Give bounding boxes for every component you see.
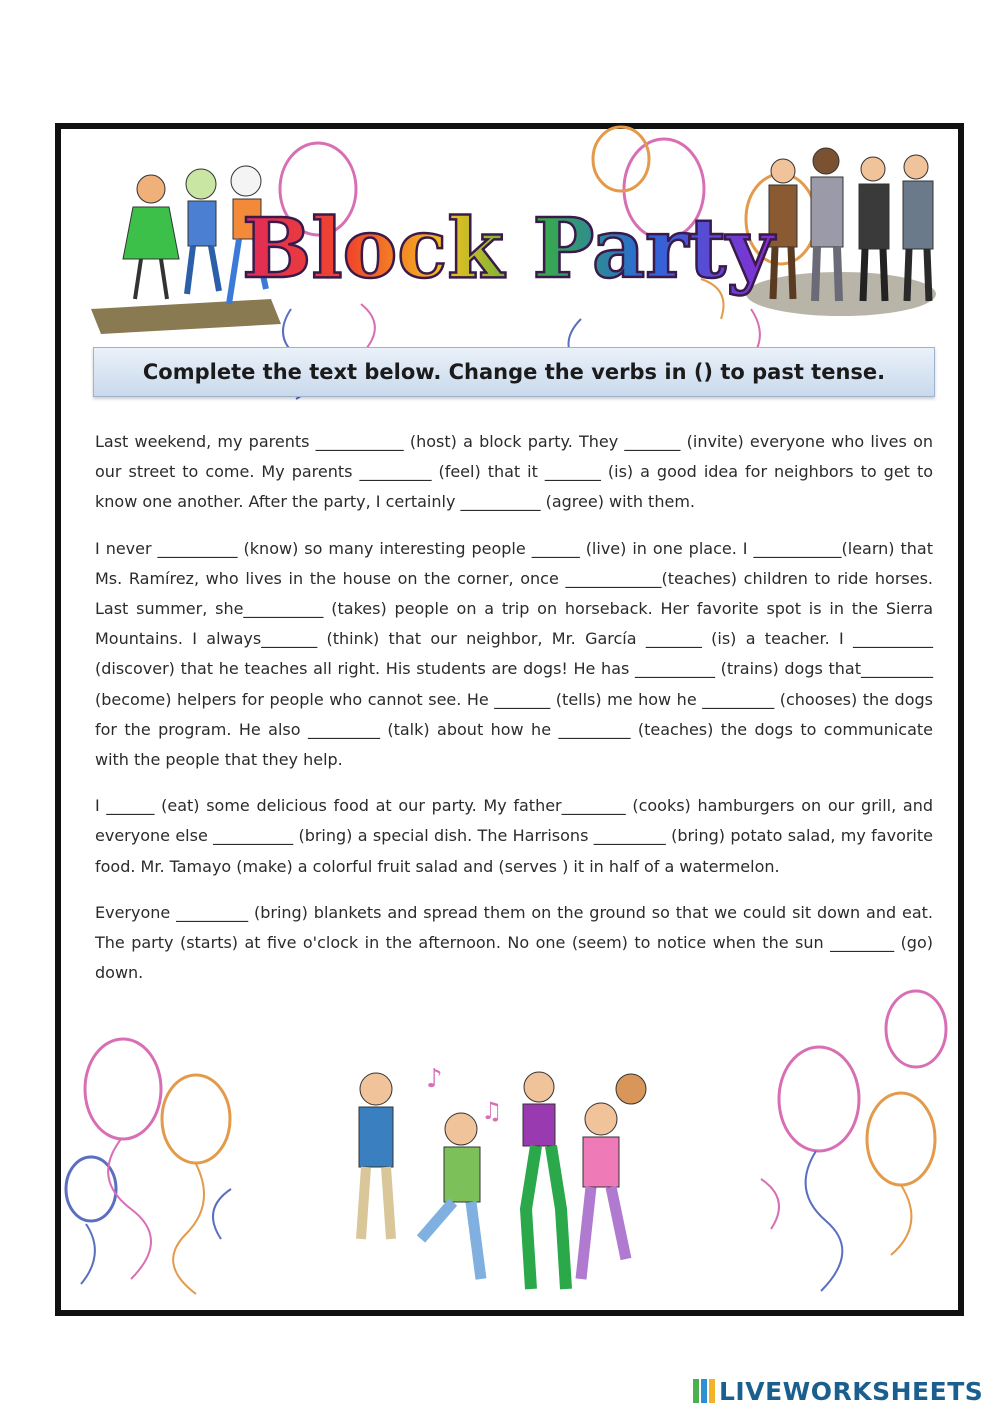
title-text: Block Party bbox=[242, 201, 774, 297]
paragraph-4: Everyone _________ (bring) blankets and spread them on the ground so that we could sit down and eat. The party (starts) at five o'clock in the afternoon. No one (seem) to notice when the sun ________ (go) down. bbox=[95, 902, 933, 983]
paragraph-3: I ______ (eat) some delicious food at our party. My father________ (cooks) hamburgers on our grill, and everyone else __________ (bring) a special dish. The Harrisons _________ (bring) potato salad, my favorite food. Mr. Tamayo (make) a colorful fruit salad and (serves ) it in half of a watermelon. bbox=[95, 796, 933, 876]
paragraph-1: Last weekend, my parents ___________ (host) a block party. They _______ (invite) everyone who lives on our street to come. My parents _________ (feel) that it _______ (is) a good idea for neighbors to get to know one another. After the party, I certainly __________ (agree) with them. bbox=[95, 432, 933, 512]
passage bbox=[95, 427, 933, 1004]
worksheet-page bbox=[55, 123, 964, 1316]
liveworksheets-logo-icon bbox=[693, 1379, 715, 1403]
instruction-text: Complete the text below. Change the verbs in () to past tense. bbox=[142, 360, 886, 384]
instruction-banner bbox=[93, 347, 935, 397]
liveworksheets-watermark bbox=[693, 1375, 983, 1407]
block-party-title bbox=[242, 177, 774, 317]
svg-text:♫: ♫ bbox=[481, 1097, 503, 1125]
paragraph-2: I never __________ (know) so many interesting people ______ (live) in one place. I ___________(learn) that Ms. Ramírez, who lives in the house on the corner, once ____________(teaches) children to ride horses. Last summer, she__________ (takes) people on a trip on horseback. Her favorite spot is in the Sierra Mountains. I always_______ (think) that our neighbor, Mr. García _______ (is) a teacher. I __________ (discover) that he teaches all right. His students are dogs! He has __________ (trains) dogs that_________ (become) helpers for people who cannot see. He _______ (tells) me how he _________ (chooses) the dogs for the program. He also _________ (talk) about how he _________ (teaches) the dogs to communicate with the people that they help. bbox=[95, 538, 933, 770]
watermark-text: LIVEWORKSHEETS bbox=[719, 1376, 984, 1406]
svg-text:♪: ♪ bbox=[426, 1064, 443, 1094]
